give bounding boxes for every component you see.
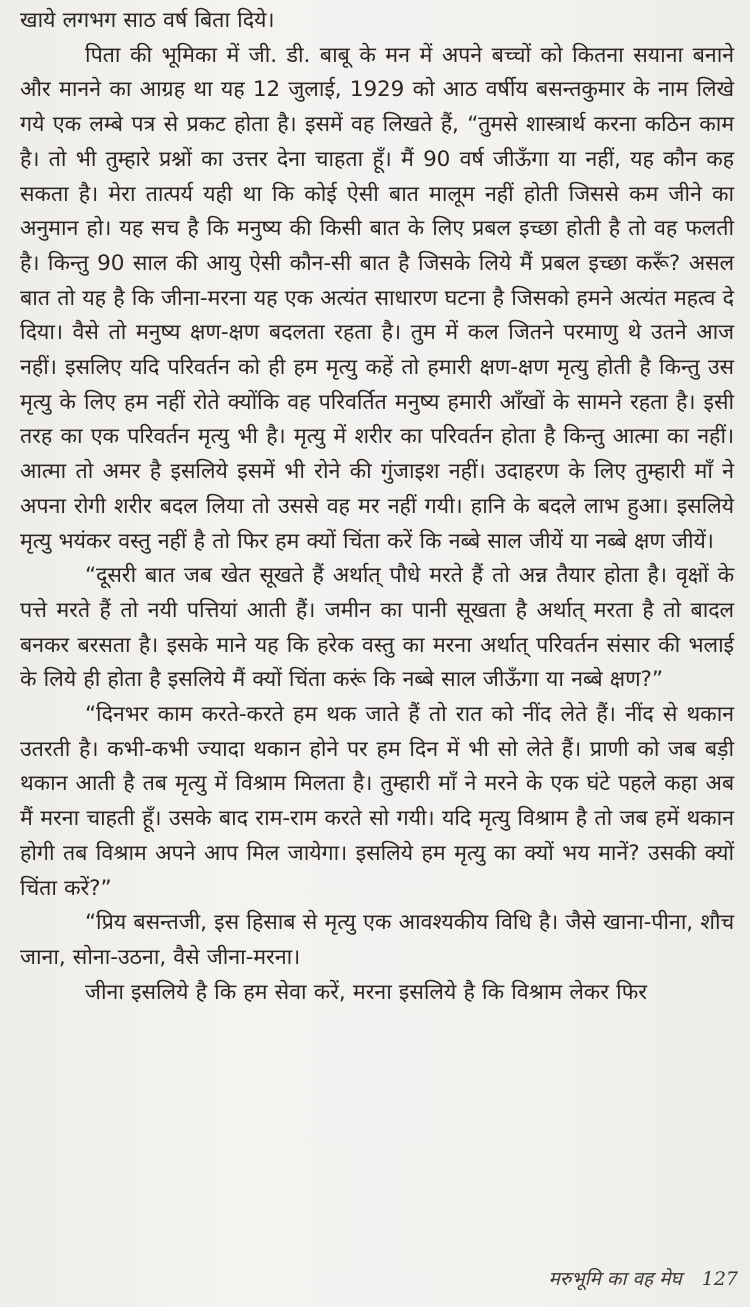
paragraph-third-point: “दिनभर काम करते-करते हम थक जाते हैं तो रात को नींद लेते हैं। नींद से थकान उतरती है। कभी-कभी ज्यादा थकान होने पर हम दिन में भी सो लेते हैं। प्राणी को जब बड़ी थकान आती है तब मृत्यु में विश्राम मिलता है। तुम्हारी माँ ने मरने के एक घंटे पहले कहा अब मैं मरना चाहती हूँ। उसके बाद राम-राम करते सो गयी। यदि मृत्यु विश्राम है तो जब हमें थकान होगी तब विश्राम अपने आप मिल जायेगा। इसलिये हम मृत्यु का क्यों भय मानें? उसकी क्यों चिंता करें?” [20,702,734,901]
page-number: 127 [701,1268,738,1290]
paragraph-continuation: खाये लगभग साठ वर्ष बिता दिये। [20,8,275,33]
paragraph-second-point: “दूसरी बात जब खेत सूखते हैं अर्थात् पौधे मरते हैं तो अन्न तैयार होता है। वृक्षों के पत्ते मरते हैं तो नयी पत्तियां आती हैं। जमीन का पानी सूखता है अर्थात् मरता है तो बादल बनकर बरसता है। इसके माने यह कि हरेक वस्तु का मरना अर्थात् परिवर्तन संसार की भलाई के लिये ही होता है इसलिये मैं क्यों चिंता करूं कि नब्बे साल जीऊँगा या नब्बे क्षण?” [20,563,734,693]
page-footer [548,1265,738,1291]
paragraph-final: जीना इसलिये है कि हम सेवा करें, मरना इसलिये है कि विश्राम लेकर फिर [85,979,647,1005]
running-title: मरुभूमि का वह मेघ [548,1268,682,1290]
paragraph-letter-intro: पिता की भूमिका में जी. डी. बाबू के मन में अपने बच्चों को कितना सयाना बनाने और मानने का आग्रह था यह 12 जुलाई, 1929 को आठ वर्षीय बसन्तकुमार के नाम लिखे गये एक लम्बे पत्र से प्रकट होता है। इसमें वह लिखते हैं, “तुमसे शास्त्रार्थ करना कठिन काम है। तो भी तुम्हारे प्रश्नों का उत्तर देना चाहता हूँ। मैं 90 वर्ष जीऊँगा या नहीं, यह कौन कह सकता है। मेरा तात्पर्य यही था कि कोई ऐसी बात मालूम नहीं होती जिससे कम जीने का अनुमान हो। यह सच है कि मनुष्य की किसी बात के लिए प्रबल इच्छा होती है तो वह फलती है। किन्तु 90 साल की आयु ऐसी कौन-सी बात है जिसके लिये मैं प्रबल इच्छा करूँ? असल बात तो यह है कि जीना-मरना यह एक अत्यंत साधारण घटना है जिसको हमने अत्यंत महत्व दे दिया। वैसे तो मनुष्य क्षण-क्षण बदलता रहता है। तुम में कल जितने परमाणु थे उतने आज नहीं। इसलिए यदि परिवर्तन को ही हम मृत्यु कहें तो हमारी क्षण-क्षण मृत्यु होती है किन्तु उस मृत्यु के लिए हम नहीं रोते क्योंकि वह परिवर्तित मनुष्य हमारी आँखों के सामने रहता है। इसी तरह का एक परिवर्तन मृत्यु भी है। मृत्यु में शरीर का परिवर्तन होता है किन्तु आत्मा का नहीं। आत्मा तो अमर है इसलिये इसमें भी रोने की गुंजाइश नहीं। उदाहरण के लिए तुम्हारी माँ ने अपना रोगी शरीर बदल लिया तो उससे वह मर नहीं गयी। हानि के बदले लाभ हुआ। इसलिये मृत्यु भयंकर वस्तु नहीं है तो फिर हम क्यों चिंता करें कि नब्बे साल जीयें या नब्बे क्षण जीयें। [20,42,734,554]
paragraph-conclusion: “प्रिय बसन्तजी, इस हिसाब से मृत्यु एक आवश्यकीय विधि है। जैसे खाना-पीना, शौच जाना, सोना-उठना, वैसे जीना-मरना। [20,910,734,970]
